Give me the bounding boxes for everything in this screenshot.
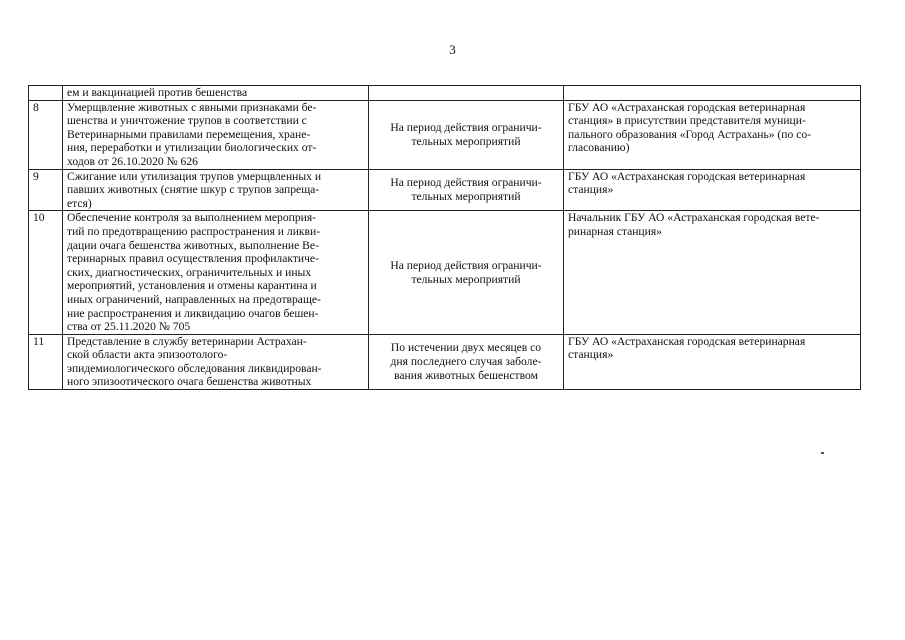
activity-line: шенства и уничтожение трупов в соответствии с <box>67 114 307 128</box>
responsible-line: ГБУ АО «Астраханская городская ветеринарная <box>568 334 806 348</box>
responsible-line: ГБУ АО «Астраханская городская ветеринарная <box>568 169 806 183</box>
table-row <box>29 86 861 101</box>
term-line: дня последнего случая заболе- <box>390 355 542 369</box>
responsible-line: станция» в присутствии представителя муници- <box>568 114 806 128</box>
responsible-cell <box>564 334 861 389</box>
activity-line: Ветеринарными правилами перемещения, хране- <box>67 127 311 141</box>
responsible-cell <box>564 211 861 334</box>
term-line: На период действия ограничи- <box>390 120 542 134</box>
activity-line: дации очага бешенства животных, выполнение Ве- <box>67 238 319 252</box>
responsible-line: пального образования «Город Астрахань» (по со- <box>568 127 811 141</box>
scan-speck <box>821 452 824 454</box>
table-row <box>29 334 861 389</box>
term-line: На период действия ограничи- <box>390 176 542 190</box>
responsible-line: ГБУ АО «Астраханская городская ветеринарная <box>568 100 806 114</box>
activity-line: ного эпизоотического очага бешенства животных <box>67 375 312 389</box>
activity-line: Умерщвление животных с явными признаками бе- <box>67 100 317 114</box>
page-number: 3 <box>449 42 456 57</box>
activity-cell <box>63 100 369 169</box>
activity-line: ских, диагностических, ограничительных и иных <box>67 265 312 279</box>
activity-line: тий по предотвращению распространения и ликви- <box>67 224 321 238</box>
term-cell <box>369 100 564 169</box>
table-body <box>29 86 861 390</box>
activity-line: ем и вакцинацией против бешенства <box>67 86 248 99</box>
activity-line: ской области акта эпизоотолого- <box>67 348 228 362</box>
activity-cell <box>63 211 369 334</box>
row-number <box>29 86 63 101</box>
activity-line: ние распространения и ликвидацию очагов бешен- <box>67 306 319 320</box>
activity-line: иных ограничений, направленных на предотвраще- <box>67 292 321 306</box>
term-cell <box>369 86 564 101</box>
term-line: вания животных бешенством <box>394 368 538 382</box>
row-number: 8 <box>29 100 63 169</box>
activity-line: Сжигание или утилизация трупов умерщвленных и <box>67 169 322 183</box>
term-line: На период действия ограничи- <box>390 258 542 272</box>
term-cell <box>369 169 564 211</box>
activity-line: эпидемиологического обследования ликвидирован- <box>67 361 322 375</box>
table-row <box>29 100 861 169</box>
responsible-cell <box>564 169 861 211</box>
table-row <box>29 169 861 211</box>
term-cell <box>369 211 564 334</box>
table-row <box>29 211 861 334</box>
activity-line: павших животных (снятие шкур с трупов запреща- <box>67 183 320 197</box>
term-line: тельных мероприятий <box>411 134 521 148</box>
term-cell <box>369 334 564 389</box>
responsible-cell <box>564 86 861 101</box>
activity-cell <box>63 169 369 211</box>
responsible-cell <box>564 100 861 169</box>
activity-line: ходов от 26.10.2020 № 626 <box>67 154 198 168</box>
activity-line: ства от 25.11.2020 № 705 <box>67 320 191 334</box>
activity-cell <box>63 334 369 389</box>
row-number: 10 <box>29 211 63 334</box>
term-line: тельных мероприятий <box>411 272 521 286</box>
row-number: 9 <box>29 169 63 211</box>
term-line: По истечении двух месяцев со <box>390 341 542 355</box>
activity-line: мероприятий, установления и отмены карантина и <box>67 279 317 293</box>
responsible-line: станция» <box>568 348 614 362</box>
activity-line: Обеспечение контроля за выполнением мероприя- <box>67 211 317 225</box>
term-line: тельных мероприятий <box>411 189 521 203</box>
responsible-line: станция» <box>568 183 614 197</box>
responsible-line: ринарная станция» <box>568 224 662 238</box>
row-number: 11 <box>29 334 63 389</box>
activity-line: Представление в службу ветеринарии Астрахан- <box>67 334 307 348</box>
activity-line: теринарных правил осуществления профилактиче- <box>67 252 319 266</box>
activity-line: ется) <box>67 196 92 210</box>
activity-cell <box>63 86 369 101</box>
activity-line: ния, переработки и утилизации биологических от- <box>67 141 317 155</box>
responsible-line: гласованию) <box>568 141 630 155</box>
measures-table <box>28 85 861 390</box>
responsible-line: Начальник ГБУ АО «Астраханская городская вете- <box>568 211 820 225</box>
